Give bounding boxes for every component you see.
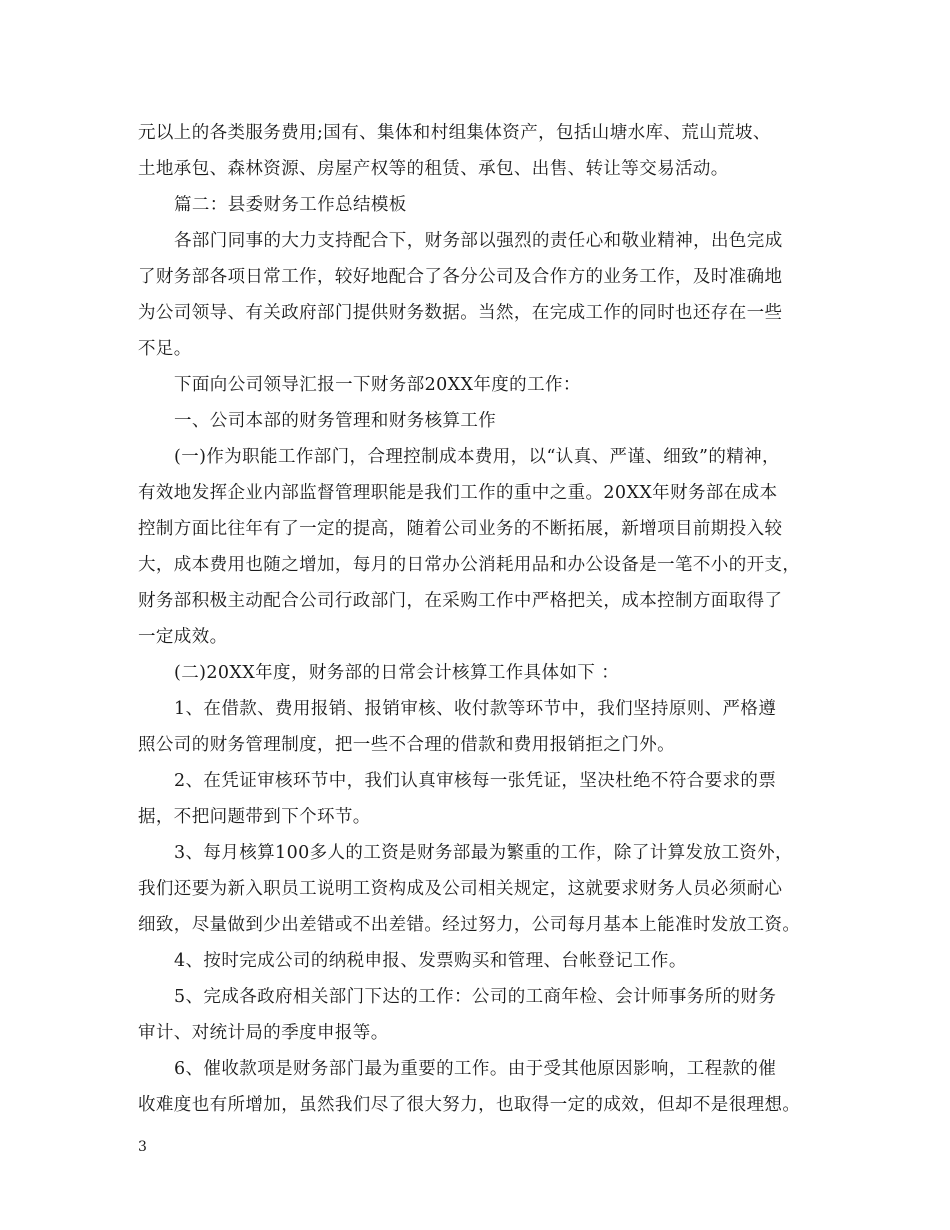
text-line: 细致，尽量做到少出差错或不出差错。经过努力，公司每月基本上能准时发放工资。	[138, 915, 801, 935]
text-line: 为公司领导、有关政府部门提供财务数据。当然，在完成工作的同时也还存在一些	[138, 303, 783, 323]
text-line: 我们还要为新入职员工说明工资构成及公司相关规定，这就要求财务人员必须耐心	[138, 879, 783, 899]
text-line: 一定成效。	[138, 627, 228, 647]
text-line: 不足。	[138, 339, 192, 359]
text-line: 有效地发挥企业内部监督管理职能是我们工作的重中之重。20XX年财务部在成本	[138, 483, 778, 503]
text-line: 5、完成各政府相关部门下达的工作：公司的工商年检、会计师事务所的财务	[174, 987, 777, 1007]
text-line: (二)20XX年度，财务部的日常会计核算工作具体如下 ：	[174, 663, 620, 683]
text-line: 1、在借款、费用报销、报销审核、收付款等环节中，我们坚持原则、严格遵	[174, 699, 777, 719]
text-line: 据，不把问题带到下个环节。	[138, 807, 371, 827]
text-line: 4、按时完成公司的纳税申报、发票购买和管理、台帐登记工作。	[174, 951, 687, 971]
document-body	[138, 118, 828, 1120]
text-line: 2、在凭证审核环节中，我们认真审核每一张凭证，坚决杜绝不符合要求的票	[174, 771, 777, 791]
text-line: (一)作为职能工作部门，合理控制成本费用，以“认真、严谨、细致”的精神，	[174, 447, 780, 467]
text-line: 土地承包、森林资源、房屋产权等的租赁、承包、出售、转让等交易活动。	[138, 159, 729, 179]
text-line: 3、每月核算100多人的工资是财务部最为繁重的工作，除了计算发放工资外，	[174, 843, 793, 863]
text-line: 下面向公司领导汇报一下财务部20XX年度的工作：	[174, 375, 581, 395]
page-number: 3	[138, 1139, 147, 1155]
text-line: 收难度也有所增加，虽然我们尽了很大努力，也取得一定的成效，但却不是很理想。	[138, 1095, 801, 1115]
text-line: 各部门同事的大力支持配合下，财务部以强烈的责任心和敬业精神，出色完成	[174, 231, 783, 251]
text-line: 控制方面比往年有了一定的提高，随着公司业务的不断拓展，新增项目前期投入较	[138, 519, 783, 539]
text-line: 了财务部各项日常工作，较好地配合了各分公司及合作方的业务工作，及时准确地	[138, 267, 783, 287]
text-line: 大，成本费用也随之增加，每月的日常办公消耗用品和办公设备是一笔不小的开支，	[138, 555, 801, 575]
text-line: 元以上的各类服务费用;国有、集体和村组集体资产，包括山塘水库、荒山荒坡、	[138, 123, 771, 143]
text-line: 篇二：县委财务工作总结模板	[174, 195, 407, 215]
text-line: 6、催收款项是财务部门最为重要的工作。由于受其他原因影响，工程款的催	[174, 1059, 777, 1079]
text-line: 审计、对统计局的季度申报等。	[138, 1023, 389, 1043]
text-line: 照公司的财务管理制度，把一些不合理的借款和费用报销拒之门外。	[138, 735, 675, 755]
text-line: 一、公司本部的财务管理和财务核算工作	[174, 411, 497, 431]
text-line: 财务部积极主动配合公司行政部门，在采购工作中严格把关，成本控制方面取得了	[138, 591, 783, 611]
